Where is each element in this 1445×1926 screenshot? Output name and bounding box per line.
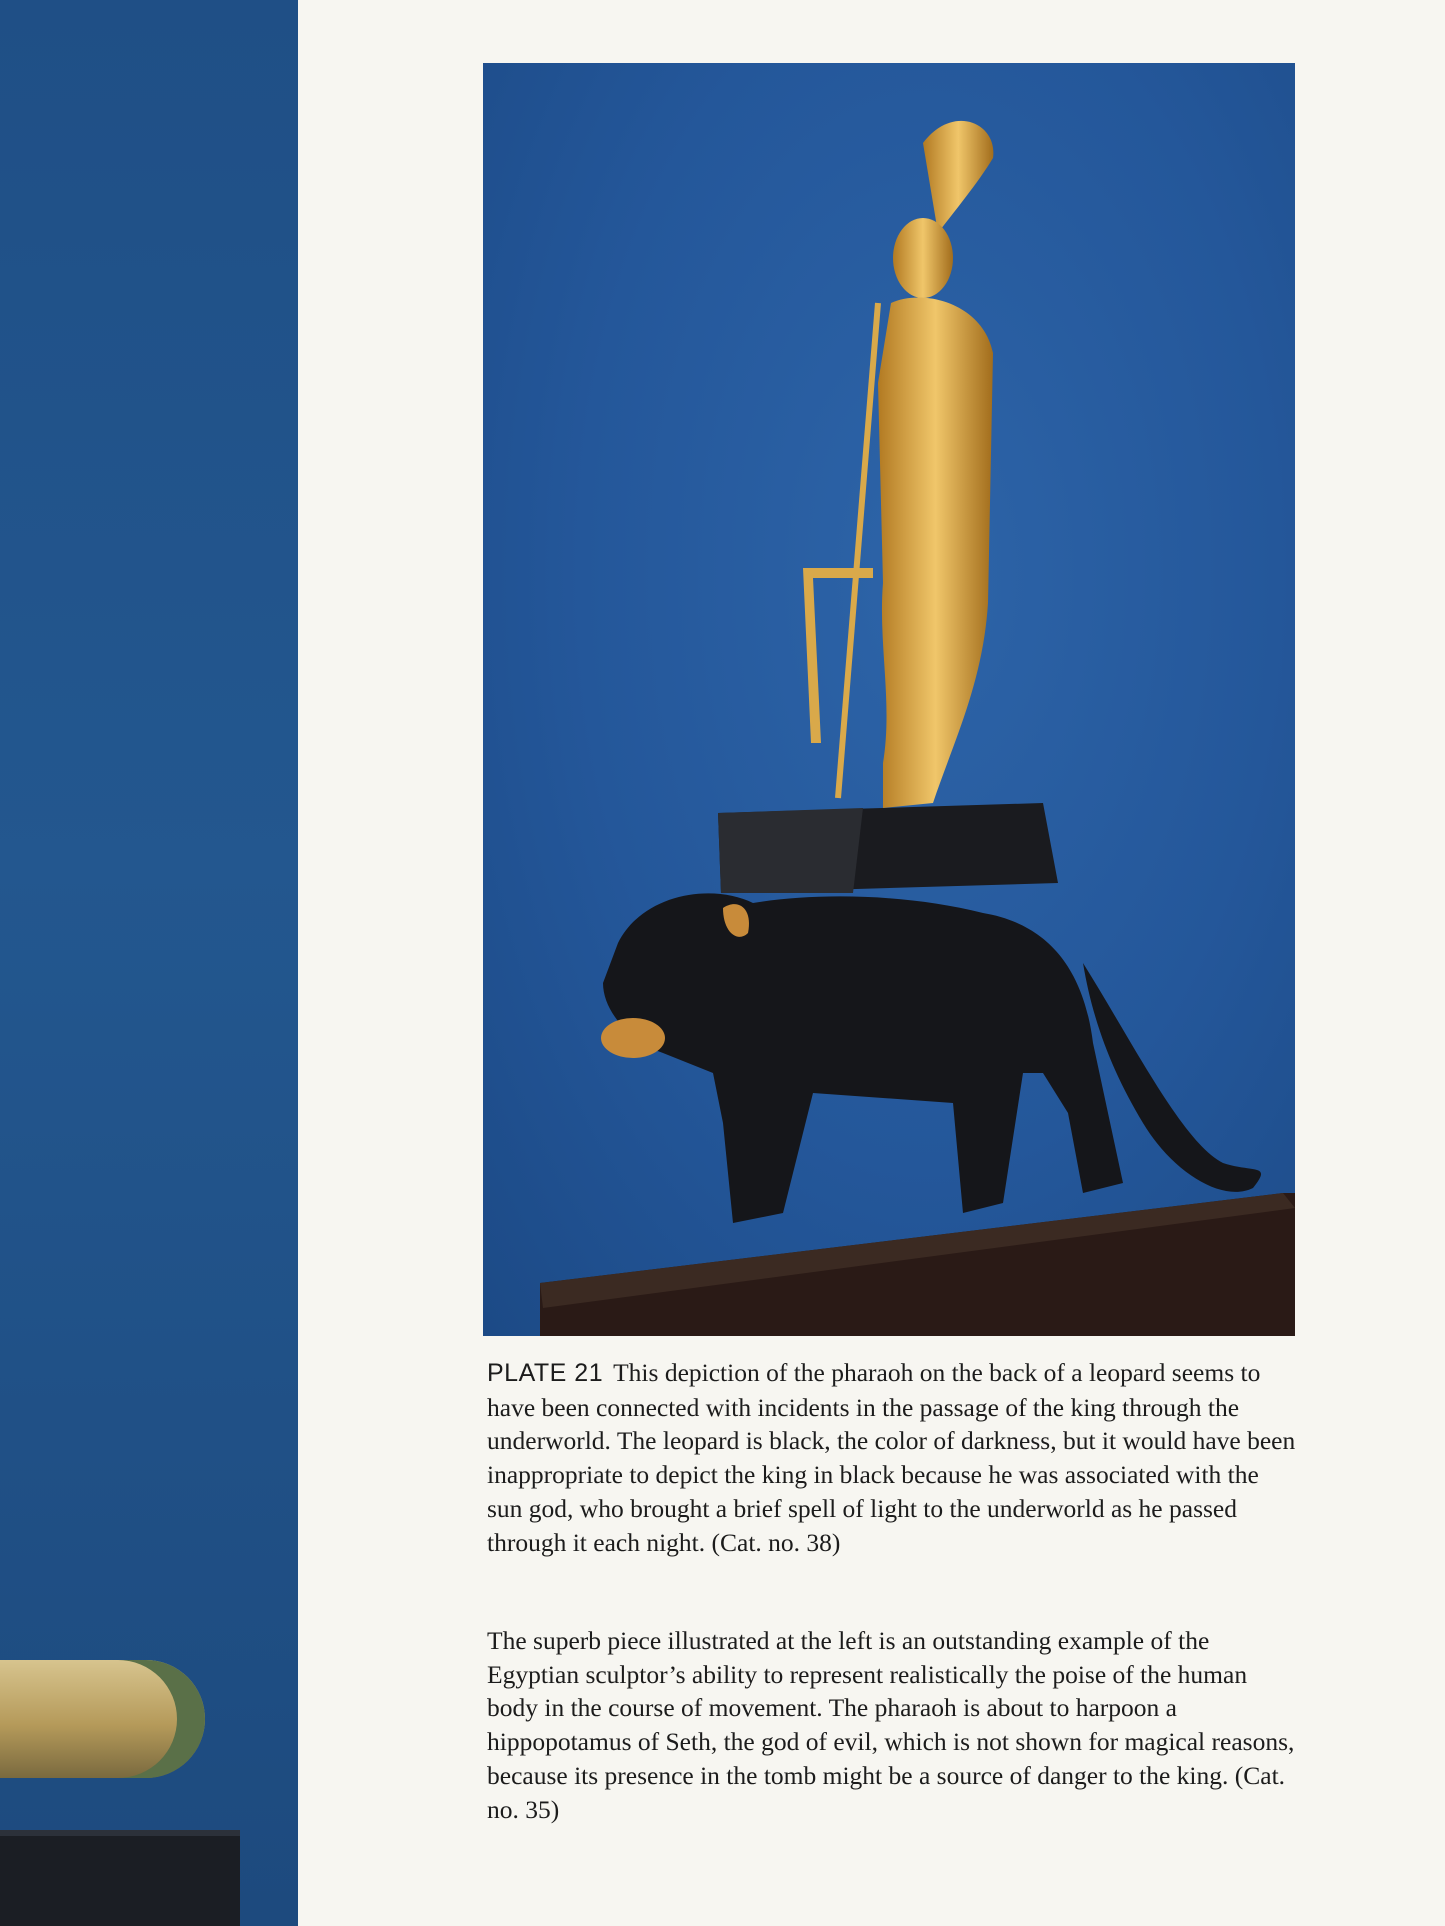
statue-fragment	[0, 1660, 205, 1778]
pharaoh-gold-figure	[803, 121, 993, 808]
upper-plinth	[718, 803, 1058, 893]
statue-stand	[0, 1830, 240, 1926]
plate-label: PLATE 21	[487, 1359, 604, 1387]
plate-photo-pharaoh-on-leopard	[483, 63, 1295, 1336]
leopard-figure	[601, 893, 1261, 1223]
pharaoh-leopard-illustration	[483, 63, 1295, 1336]
body-paragraph: The superb piece illustrated at the left is an outstanding example of the Egyptian sculptor’s ability to represent realistically the poise of the human body in the course of movement. The pharaoh is about to harpoon a hippopotamus of Seth, the god of evil, which is not shown for magical reasons, because its presence in the tomb might be a source of danger to the king. (Cat. no. 35)	[487, 1626, 1295, 1824]
plate-caption	[487, 1356, 1297, 1559]
left-photo-harpoon-statue	[0, 0, 298, 1926]
caption-text: This depiction of the pharaoh on the back of a leopard seems to have been connected with incidents in the passage of the king through the underworld. The leopard is black, the color of darkness, but it would have been inappropriate to depict the king in black because he was associated with the sun god, who brought a brief spell of light to the underworld as he passed through it each night. (Cat. no. 38)	[487, 1358, 1296, 1557]
